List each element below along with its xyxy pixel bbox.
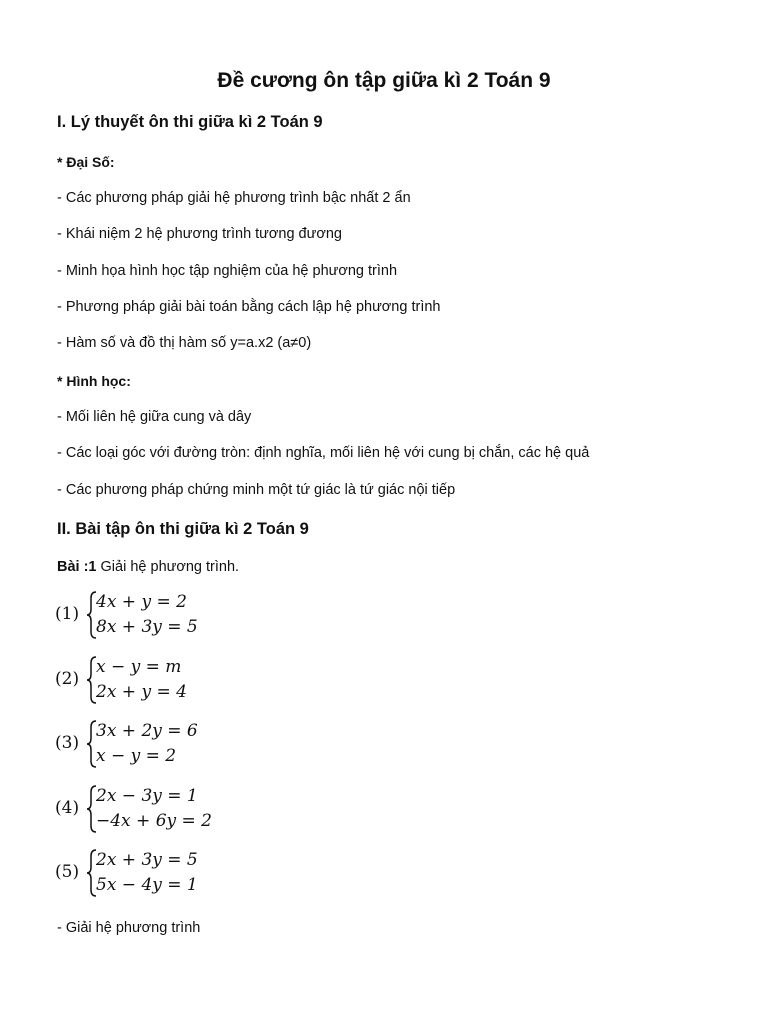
- algebra-item: - Các phương pháp giải hệ phương trình bậc nhất 2 ẩn: [57, 190, 411, 206]
- equation-system: [55, 719, 315, 769]
- equation-line: x − y = 2: [96, 746, 177, 766]
- exercise-prompt: [57, 557, 239, 577]
- equation-line: 4x + y = 2: [96, 592, 187, 612]
- algebra-item: - Hàm số và đồ thị hàm số y=a.x2 (a≠0): [57, 335, 312, 351]
- algebra-label: * Đại Số:: [57, 154, 115, 170]
- equation-line: 2x + 3y = 5: [96, 850, 198, 870]
- exercise-text: Giải hệ phương trình.: [96, 559, 240, 575]
- system-number: (5): [55, 862, 80, 882]
- equation-line: 5x − 4y = 1: [96, 875, 198, 895]
- equation-line: 2x − 3y = 1: [96, 786, 198, 806]
- exercise-label: Bài :1: [57, 559, 97, 575]
- algebra-item: - Khái niệm 2 hệ phương trình tương đương: [57, 226, 342, 242]
- geometry-item: - Các phương pháp chứng minh một tứ giác là tứ giác nội tiếp: [57, 482, 456, 498]
- algebra-item: - Phương pháp giải bài toán bằng cách lập hệ phương trình: [57, 299, 441, 315]
- equation-line: 8x + 3y = 5: [96, 617, 198, 637]
- system-number: (2): [55, 669, 80, 689]
- equation-line: 2x + y = 4: [96, 682, 187, 702]
- page-title: Đề cương ôn tập giữa kì 2 Toán 9: [217, 69, 551, 92]
- algebra-item: - Minh họa hình học tập nghiệm của hệ phương trình: [57, 263, 398, 279]
- section-heading-theory: I. Lý thuyết ôn thi giữa kì 2 Toán 9: [57, 113, 323, 131]
- system-number: (3): [55, 733, 80, 753]
- system-number: (1): [55, 604, 80, 624]
- geometry-label: * Hình học:: [57, 373, 131, 389]
- equation-system: [55, 784, 315, 834]
- equation-system: [55, 590, 315, 640]
- equation-line: x − y = m: [96, 657, 182, 677]
- section-heading-exercises: II. Bài tập ôn thi giữa kì 2 Toán 9: [57, 520, 309, 538]
- footer-instruction: - Giải hệ phương trình: [57, 920, 201, 936]
- system-number: (4): [55, 798, 80, 818]
- geometry-item: - Các loại góc với đường tròn: định nghĩa, mối liên hệ với cung bị chắn, các hệ quả: [57, 445, 590, 461]
- equation-line: −4x + 6y = 2: [96, 811, 212, 831]
- equation-line: 3x + 2y = 6: [96, 721, 198, 741]
- geometry-item: - Mối liên hệ giữa cung và dây: [57, 409, 252, 425]
- equation-system: [55, 848, 315, 898]
- equation-system: [55, 655, 315, 705]
